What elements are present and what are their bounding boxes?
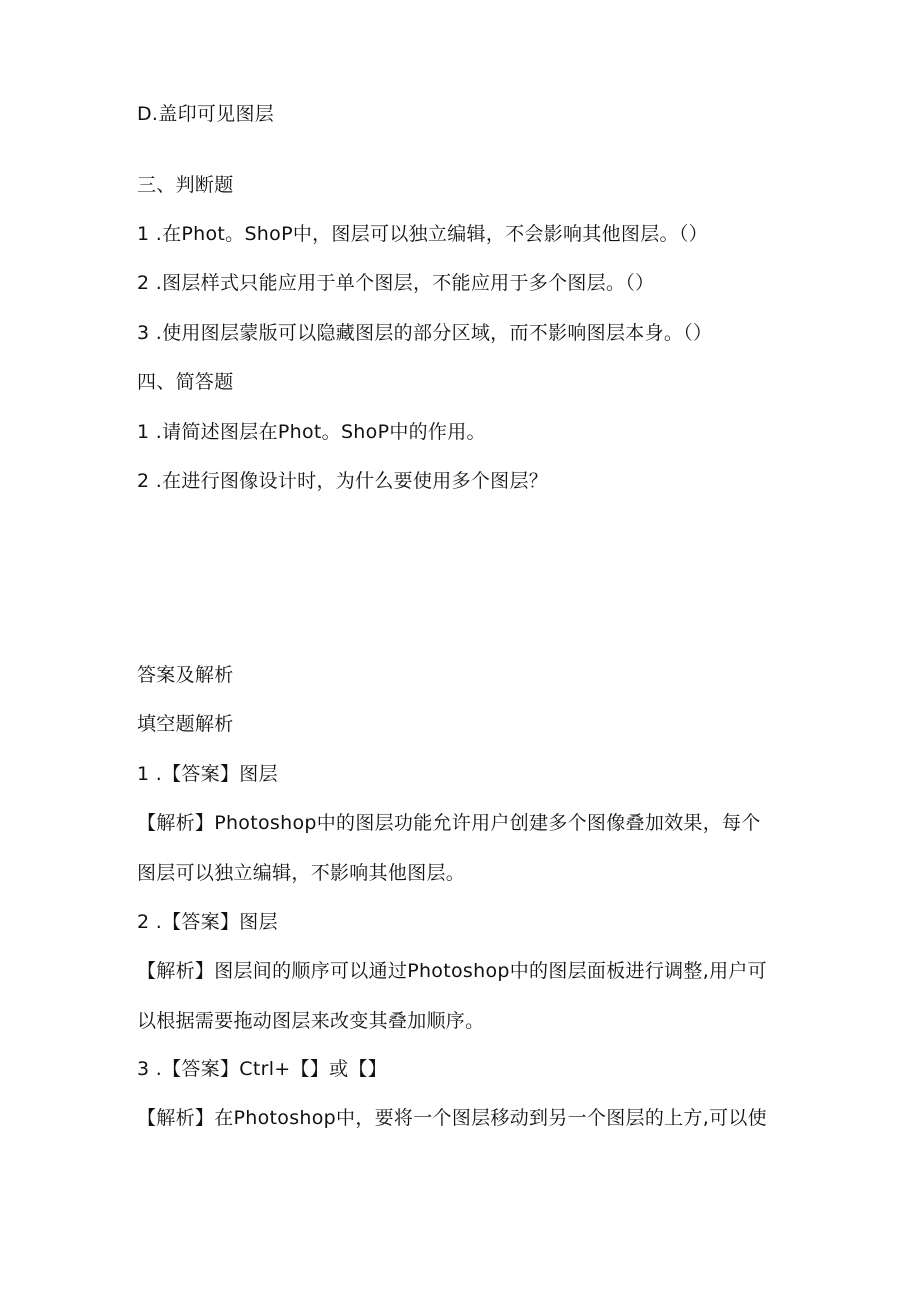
section4-heading: 四、简答题	[137, 371, 234, 393]
analysis-3-line-1: 【解析】在Photoshop中，要将一个图层移动到另一个图层的上方,可以使	[137, 1107, 767, 1129]
answer-2: 2 .【答案】图层	[137, 911, 278, 933]
analysis-2-line-2: 以根据需要拖动图层来改变其叠加顺序。	[137, 1010, 485, 1032]
true-false-question-3: 3 .使用图层蒙版可以隐藏图层的部分区域，而不影响图层本身。（）	[137, 322, 713, 344]
section3-heading: 三、判断题	[137, 174, 234, 196]
short-answer-question-1: 1 .请简述图层在Phot。ShoP中的作用。	[137, 421, 486, 443]
analysis-1-line-2: 图层可以独立编辑，不影响其他图层。	[137, 862, 466, 884]
answers-subtitle: 填空题解析	[137, 713, 234, 735]
short-answer-question-2: 2 .在进行图像设计时，为什么要使用多个图层？	[137, 470, 549, 492]
analysis-1-line-1: 【解析】Photoshop中的图层功能允许用户创建多个图像叠加效果，每个	[137, 812, 761, 834]
answer-3: 3 .【答案】Ctrl+【】或【】	[137, 1058, 387, 1080]
true-false-question-2: 2 .图层样式只能应用于单个图层，不能应用于多个图层。（）	[137, 272, 655, 294]
answer-1: 1 .【答案】图层	[137, 763, 278, 785]
answers-title: 答案及解析	[137, 664, 234, 686]
option-d: D.盖印可见图层	[137, 103, 275, 125]
analysis-2-line-1: 【解析】图层间的顺序可以通过Photoshop中的图层面板进行调整,用户可	[137, 960, 767, 982]
true-false-question-1: 1 .在Phot。ShoP中，图层可以独立编辑，不会影响其他图层。（）	[137, 223, 708, 245]
